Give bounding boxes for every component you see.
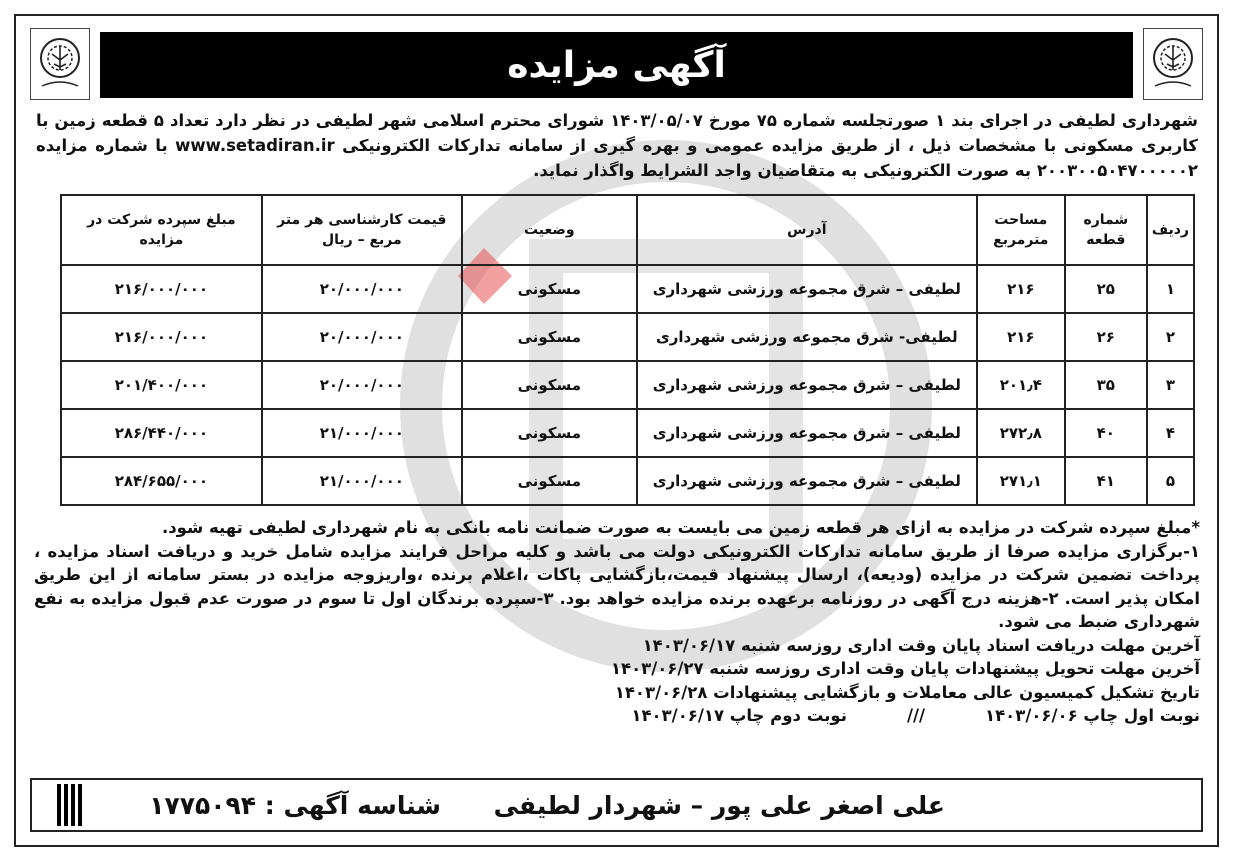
cell-lot: ۲۶ [1065, 313, 1147, 361]
cell-row: ۱ [1147, 265, 1194, 313]
cell-status: مسکونی [462, 265, 637, 313]
cell-status: مسکونی [462, 361, 637, 409]
table-row [61, 361, 1194, 409]
cell-address: لطیفی – شرق مجموعه ورزشی شهرداری [637, 409, 977, 457]
lots-table [60, 194, 1195, 506]
cell-status: مسکونی [462, 457, 637, 505]
table-header-row [61, 195, 1194, 265]
intro-paragraph [36, 108, 1198, 183]
table-row [61, 265, 1194, 313]
cell-deposit: ۲۱۶/۰۰۰/۰۰۰ [61, 265, 262, 313]
cell-address: لطیفی – شرق مجموعه ورزشی شهرداری [637, 457, 977, 505]
notice-frame [14, 14, 1219, 847]
cell-price: ۲۰/۰۰۰/۰۰۰ [262, 313, 462, 361]
cell-row: ۳ [1147, 361, 1194, 409]
col-deposit: مبلغ سپرده شرکت در مزایده [61, 195, 262, 265]
cell-lot: ۴۰ [1065, 409, 1147, 457]
cell-address: لطیفی – شرق مجموعه ورزشی شهرداری [637, 265, 977, 313]
cell-area: ۲۷۲٫۸ [977, 409, 1065, 457]
print-first: نوبت اول چاپ ۱۴۰۳/۰۶/۰۶ [985, 706, 1200, 725]
col-row: ردیف [1147, 195, 1194, 265]
deadline-docs: آخرین مهلت دریافت اسناد پایان وقت اداری روزسه شنبه ۱۴۰۳/۰۶/۱۷ [642, 635, 1200, 655]
print-dates [34, 704, 1200, 728]
tree-emblem-icon [1149, 34, 1197, 94]
cell-area: ۲۱۶ [977, 265, 1065, 313]
cell-lot: ۲۵ [1065, 265, 1147, 313]
cell-row: ۴ [1147, 409, 1194, 457]
footer [30, 778, 1203, 832]
cell-status: مسکونی [462, 313, 637, 361]
tree-emblem-icon [36, 34, 84, 94]
municipality-logo-left [30, 28, 90, 100]
cell-price: ۲۰/۰۰۰/۰۰۰ [262, 361, 462, 409]
conditions-section [34, 516, 1200, 728]
cell-lot: ۴۱ [1065, 457, 1147, 505]
municipality-logo-right [1143, 28, 1203, 100]
cell-row: ۲ [1147, 313, 1194, 361]
cell-area: ۲۱۶ [977, 313, 1065, 361]
cell-status: مسکونی [462, 409, 637, 457]
print-second: نوبت دوم چاپ ۱۴۰۳/۰۶/۱۷ [631, 706, 847, 725]
cell-address: لطیفی- شرق مجموعه ورزشی شهرداری [637, 313, 977, 361]
cell-price: ۲۱/۰۰۰/۰۰۰ [262, 409, 462, 457]
cell-lot: ۳۵ [1065, 361, 1147, 409]
table-row [61, 457, 1194, 505]
deadline-bids: آخرین مهلت تحویل پیشنهادات پایان وقت اداری روزسه شنبه ۱۴۰۳/۰۶/۲۷ [610, 659, 1200, 678]
col-lot: شماره قطعه [1065, 195, 1147, 265]
table-row [61, 313, 1194, 361]
commission-date: تاریخ تشکیل کمیسیون عالی معاملات و بازگشایی پیشنهادات ۱۴۰۳/۰۶/۲۸ [614, 682, 1200, 702]
cell-area: ۲۰۱٫۴ [977, 361, 1065, 409]
cell-price: ۲۱/۰۰۰/۰۰۰ [262, 457, 462, 505]
header [30, 26, 1203, 104]
notice-title: آگهی مزایده [100, 32, 1133, 98]
col-price: قیمت کارشناسی هر متر مربع – ریال [262, 195, 462, 265]
barcode-icon [46, 780, 82, 830]
cell-deposit: ۲۰۱/۴۰۰/۰۰۰ [61, 361, 262, 409]
cell-deposit: ۲۸۴/۶۵۵/۰۰۰ [61, 457, 262, 505]
cell-price: ۲۰/۰۰۰/۰۰۰ [262, 265, 462, 313]
cell-deposit: ۲۱۶/۰۰۰/۰۰۰ [61, 313, 262, 361]
col-status: وضعیت [462, 195, 637, 265]
table-row [61, 409, 1194, 457]
col-area: مساحت مترمربع [977, 195, 1065, 265]
intro-lead: شهرداری لطیفی [1058, 111, 1198, 130]
conditions-text: ۱-برگزاری مزایده صرفا از طریق سامانه تدارکات الکترونیکی دولت می باشد و کلیه مراحل فرایند مزایده شامل خرید و دریافت اسناد مزایده ، پرداخت تضمین شرکت در مزایده (ودیعه)، ارسال پیشنهاد قیمت،بازگشایی پاکات ،اعلام برنده ،واریزوجه مزایده در بستر سامانه از این طریق امکان پذیر است. ۲-هزینه درج آگهی در روزنامه برعهده برنده مزایده خواهد بود. ۳-سپرده برندگان اول تا سوم در صورت عدم قبول مزایده به نفع شهرداری ضبط می شود. [34, 541, 1200, 631]
cell-row: ۵ [1147, 457, 1194, 505]
col-address: آدرس [637, 195, 977, 265]
ad-id: شناسه آگهی : ۱۷۷۵۰۹۴ [149, 790, 441, 820]
cell-deposit: ۲۸۶/۴۴۰/۰۰۰ [61, 409, 262, 457]
cell-address: لطیفی – شرق مجموعه ورزشی شهرداری [637, 361, 977, 409]
print-separator: /// [906, 706, 926, 725]
intro-text: در اجرای بند ۱ صورتجلسه شماره ۷۵ مورخ ۱۴۰۳/۰۵/۰۷ شورای محترم اسلامی شهر لطیفی در نظر دارد تعداد ۵ قطعه زمین با کاربری مسکونی با مشخصات ذیل ، از طریق مزایده عمومی و بهره گیری از سامانه تدارکات الکترونیکی www.setadiran.ir با شماره مزایده ۲۰۰۳۰۰۵۰۴۷۰۰۰۰۰۲ به صورت الکترونیکی به متقاضیان واجد الشرایط واگذار نماید. [36, 111, 1199, 180]
signer: علی اصغر علی پور – شهردار لطیفی [493, 790, 945, 820]
deposit-note: *مبلغ سپرده شرکت در مزایده به ازای هر قطعه زمین می بایست به صورت ضمانت نامه بانکی به نام شهرداری لطیفی تهیه شود. [161, 518, 1200, 537]
cell-area: ۲۷۱٫۱ [977, 457, 1065, 505]
